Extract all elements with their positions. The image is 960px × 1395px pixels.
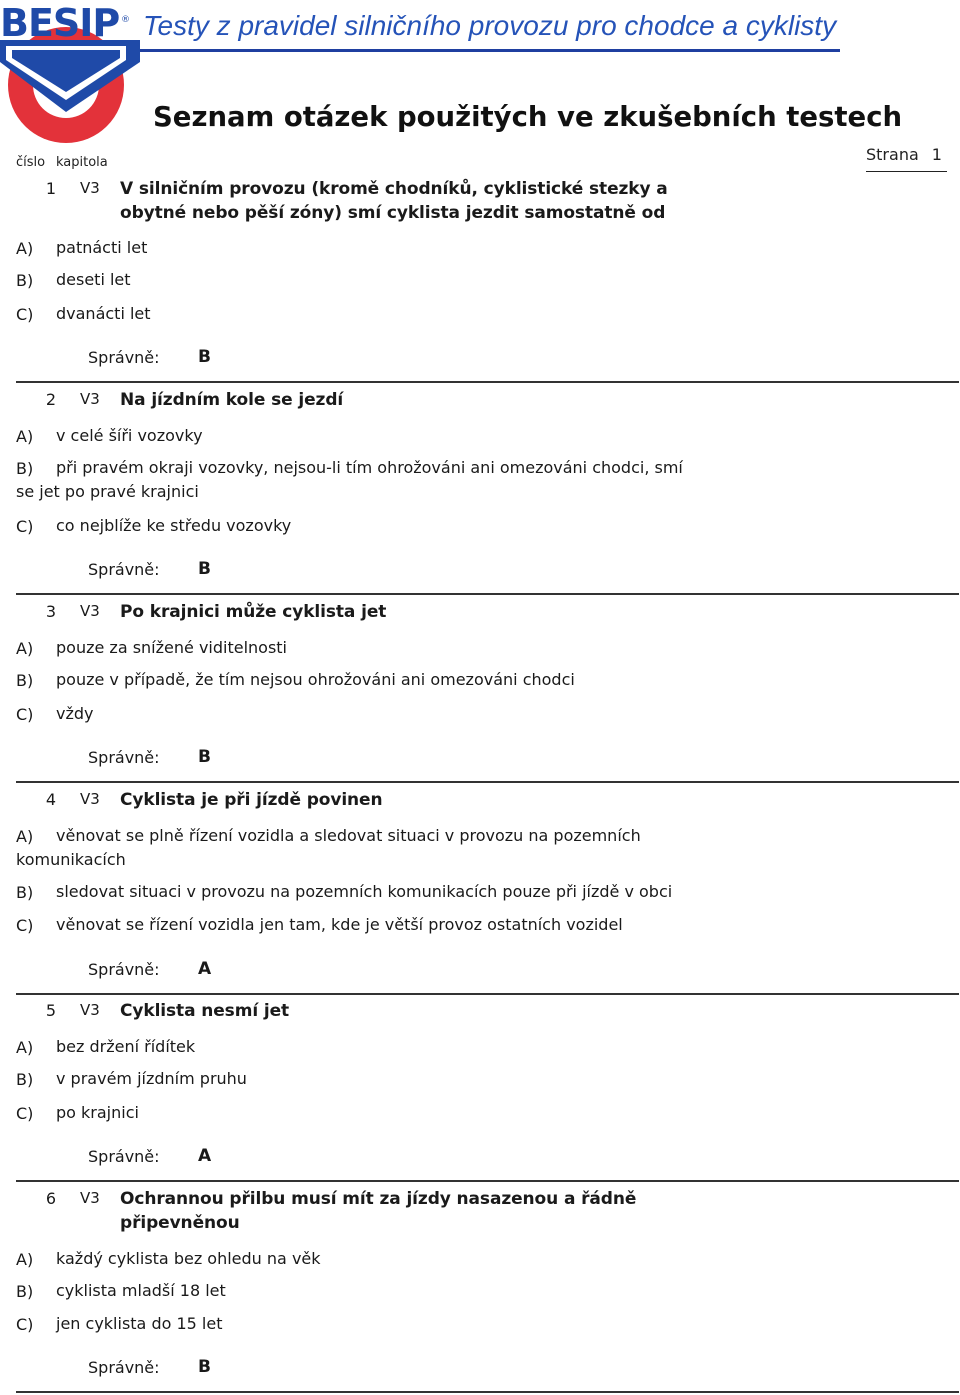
- option-letter: A): [16, 1038, 34, 1057]
- answer-label: Správně:: [88, 1147, 160, 1166]
- option-text: každý cyklista bez ohledu na věk: [56, 1249, 321, 1268]
- svg-text:BESIP: BESIP: [0, 1, 120, 45]
- option-letter: A): [16, 827, 34, 846]
- question-number: 3: [45, 602, 56, 621]
- option-letter: B): [16, 271, 34, 290]
- option-text: dvanácti let: [56, 304, 151, 323]
- site-title: Testy z pravidel silničního provozu pro chodce a cyklisty: [143, 10, 837, 41]
- option-text: bez držení řídítek: [56, 1037, 196, 1056]
- option-letter: A): [16, 239, 34, 258]
- option-text: co nejblíže ke středu vozovky: [56, 516, 292, 535]
- option-text: cyklista mladší 18 let: [56, 1281, 226, 1300]
- option-text: v celé šíři vozovky: [56, 426, 203, 445]
- option-text: deseti let: [56, 270, 131, 289]
- option-letter: A): [16, 639, 34, 658]
- question-separator: [16, 1180, 959, 1182]
- option-letter: C): [16, 517, 34, 536]
- option-text: v pravém jízdním pruhu: [56, 1069, 247, 1088]
- question-chapter: V3: [80, 1001, 100, 1019]
- answer-label: Správně:: [88, 1358, 160, 1377]
- option-letter: B): [16, 883, 34, 902]
- question-number: 4: [45, 790, 56, 809]
- question-separator: [16, 593, 959, 595]
- option-text: vždy: [56, 704, 94, 723]
- question-text: Ochrannou přilbu musí mít za jízdy nasazenou a řádně připevněnou: [120, 1189, 637, 1233]
- option-letter: B): [16, 1070, 34, 1089]
- question-separator: [16, 781, 959, 783]
- question-separator: [16, 1391, 959, 1393]
- option-text: jen cyklista do 15 let: [56, 1314, 223, 1333]
- question-chapter: V3: [80, 179, 100, 197]
- option-letter: A): [16, 427, 34, 446]
- answer-value: B: [198, 747, 211, 767]
- answer-value: B: [198, 1357, 211, 1377]
- option-text: pouze v případě, že tím nejsou ohrožováni ani omezováni chodci: [56, 670, 575, 689]
- option-letter: C): [16, 705, 34, 724]
- question-number: 1: [45, 179, 56, 198]
- document-title: Seznam otázek použitých ve zkušebních testech: [153, 101, 903, 133]
- answer-value: A: [198, 1146, 212, 1166]
- question-separator: [16, 993, 959, 995]
- option-letter: C): [16, 1315, 34, 1334]
- question-chapter: V3: [80, 790, 100, 808]
- answer-label: Správně:: [88, 748, 160, 767]
- option-text: po krajnici: [56, 1103, 139, 1122]
- option-text: při pravém okraji vozovky, nejsou-li tím ohrožováni ani omezováni chodci, smí se jet po pravé krajnici: [16, 458, 683, 501]
- question-text: Cyklista nesmí jet: [120, 1001, 290, 1021]
- page-number: 1: [931, 145, 942, 164]
- question-number: 5: [45, 1001, 56, 1020]
- answer-value: B: [198, 559, 211, 579]
- option-letter: B): [16, 1282, 34, 1301]
- option-text: pouze za snížené viditelnosti: [56, 638, 287, 657]
- page-indicator-rule: [866, 171, 947, 172]
- question-chapter: V3: [80, 390, 100, 408]
- option-text: patnácti let: [56, 238, 148, 257]
- question-text: V silničním provozu (kromě chodníků, cyklistické stezky a obytné nebo pěší zóny) smí cyklista jezdit samostatně od: [120, 179, 668, 223]
- question-separator: [16, 381, 959, 383]
- question-text: Po krajnici může cyklista jet: [120, 602, 387, 622]
- question-number: 2: [45, 390, 56, 409]
- option-letter: C): [16, 1104, 34, 1123]
- answer-label: Správně:: [88, 348, 160, 367]
- option-letter: C): [16, 305, 34, 324]
- column-header-number: číslo: [16, 155, 46, 170]
- title-underline: [140, 49, 840, 52]
- option-letter: C): [16, 916, 34, 935]
- option-letter: B): [16, 459, 34, 478]
- option-text: věnovat se řízení vozidla jen tam, kde je větší provoz ostatních vozidel: [56, 915, 623, 934]
- besip-logo: [0, 0, 140, 145]
- answer-label: Správně:: [88, 560, 160, 579]
- page-indicator: [866, 145, 942, 164]
- option-text: sledovat situaci v provozu na pozemních komunikacích pouze při jízdě v obci: [56, 882, 673, 901]
- question-chapter: V3: [80, 602, 100, 620]
- option-letter: B): [16, 671, 34, 690]
- option-text: věnovat se plně řízení vozidla a sledovat situaci v provozu na pozemních komunikacích: [16, 826, 641, 869]
- answer-label: Správně:: [88, 960, 160, 979]
- option-letter: A): [16, 1250, 34, 1269]
- question-chapter: V3: [80, 1189, 100, 1207]
- svg-text:®: ®: [121, 15, 130, 25]
- answer-value: B: [198, 347, 211, 367]
- question-number: 6: [45, 1189, 56, 1208]
- answer-value: A: [198, 959, 212, 979]
- question-text: Na jízdním kole se jezdí: [120, 390, 344, 410]
- page-label: Strana: [866, 145, 919, 164]
- column-header-chapter: kapitola: [56, 155, 108, 170]
- question-text: Cyklista je při jízdě povinen: [120, 790, 383, 810]
